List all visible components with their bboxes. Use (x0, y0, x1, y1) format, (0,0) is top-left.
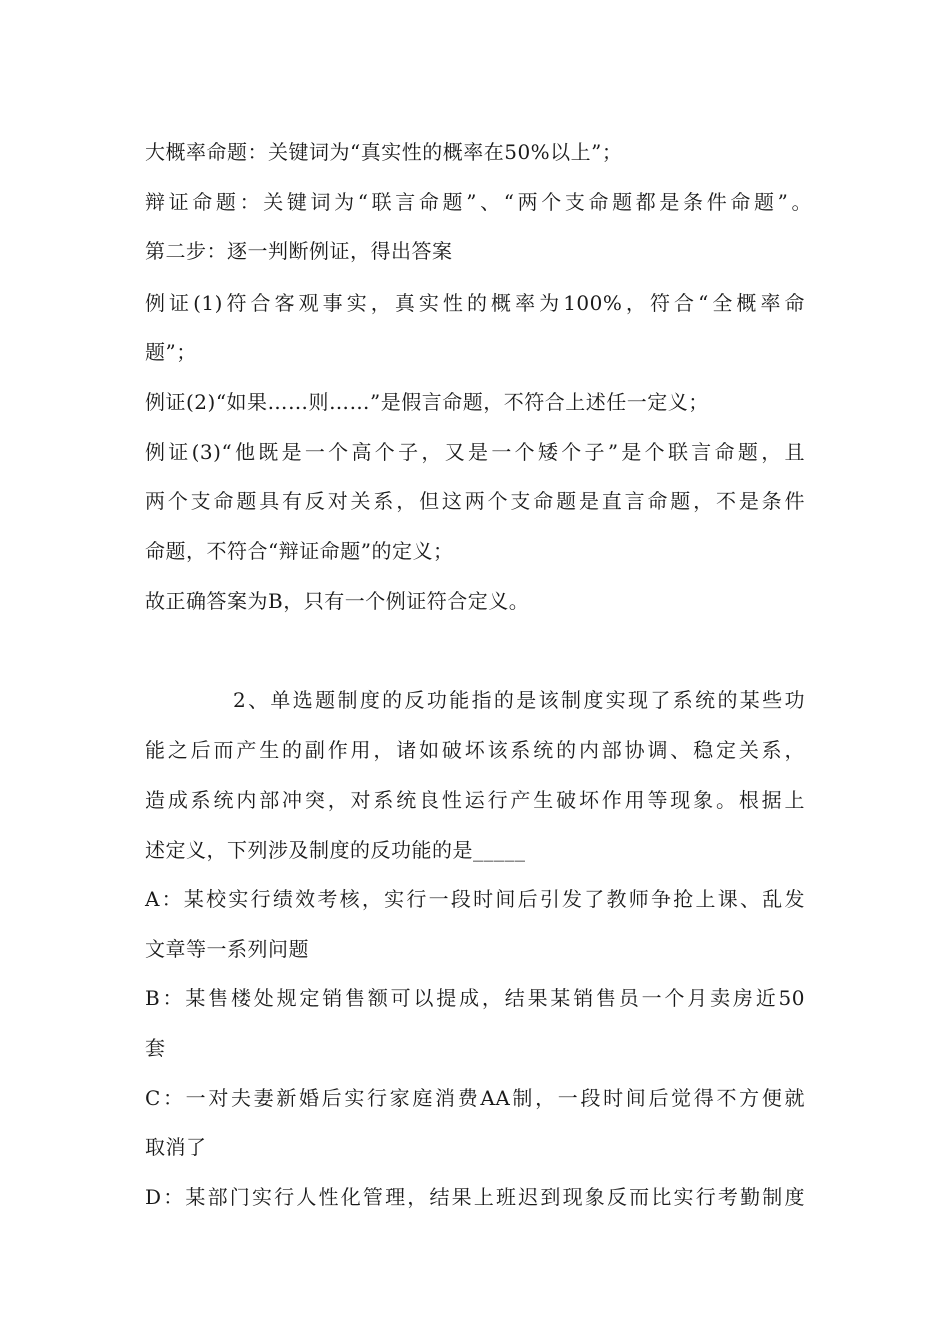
text-line: 例证(1)符合客观事实，真实性的概率为100%，符合“全概率命 (145, 291, 805, 315)
text-line: 两个支命题具有反对关系，但这两个支命题是直言命题，不是条件 (145, 489, 805, 513)
text-line: 故正确答案为B，只有一个例证符合定义。 (145, 589, 530, 613)
text-line: 题”； (145, 340, 197, 364)
text-line: 例证(2)“如果……则……”是假言命题，不符合上述任一定义； (145, 390, 709, 414)
option-line: 取消了 (145, 1135, 207, 1159)
question-line: 2、单选题制度的反功能指的是该制度实现了系统的某些功 (233, 688, 805, 712)
text-line: 大概率命题：关键词为“真实性的概率在50%以上”； (145, 140, 623, 164)
text-line: 辩证命题：关键词为“联言命题”、“两个支命题都是条件命题”。 (145, 190, 812, 214)
question-line: 能之后而产生的副作用，诸如破坏该系统的内部协调、稳定关系， (145, 738, 805, 762)
question-line: 述定义，下列涉及制度的反功能的是_____ (145, 838, 526, 862)
text-line: 命题，不符合“辩证命题”的定义； (145, 539, 454, 563)
option-line: C：一对夫妻新婚后实行家庭消费AA制，一段时间后觉得不方便就 (145, 1086, 805, 1110)
option-line: A：某校实行绩效考核，实行一段时间后引发了教师争抢上课、乱发 (145, 887, 805, 911)
text-line: 第二步：逐一判断例证，得出答案 (145, 239, 453, 263)
option-line: 套 (145, 1036, 166, 1060)
option-line: 文章等一系列问题 (145, 937, 309, 961)
text-line: 例证(3)“他既是一个高个子，又是一个矮个子”是个联言命题，且 (145, 440, 805, 464)
option-line: D：某部门实行人性化管理，结果上班迟到现象反而比实行考勤制度 (145, 1185, 805, 1209)
option-line: B：某售楼处规定销售额可以提成，结果某销售员一个月卖房近50 (145, 986, 805, 1010)
question-line: 造成系统内部冲突，对系统良性运行产生破坏作用等现象。根据上 (145, 788, 805, 812)
